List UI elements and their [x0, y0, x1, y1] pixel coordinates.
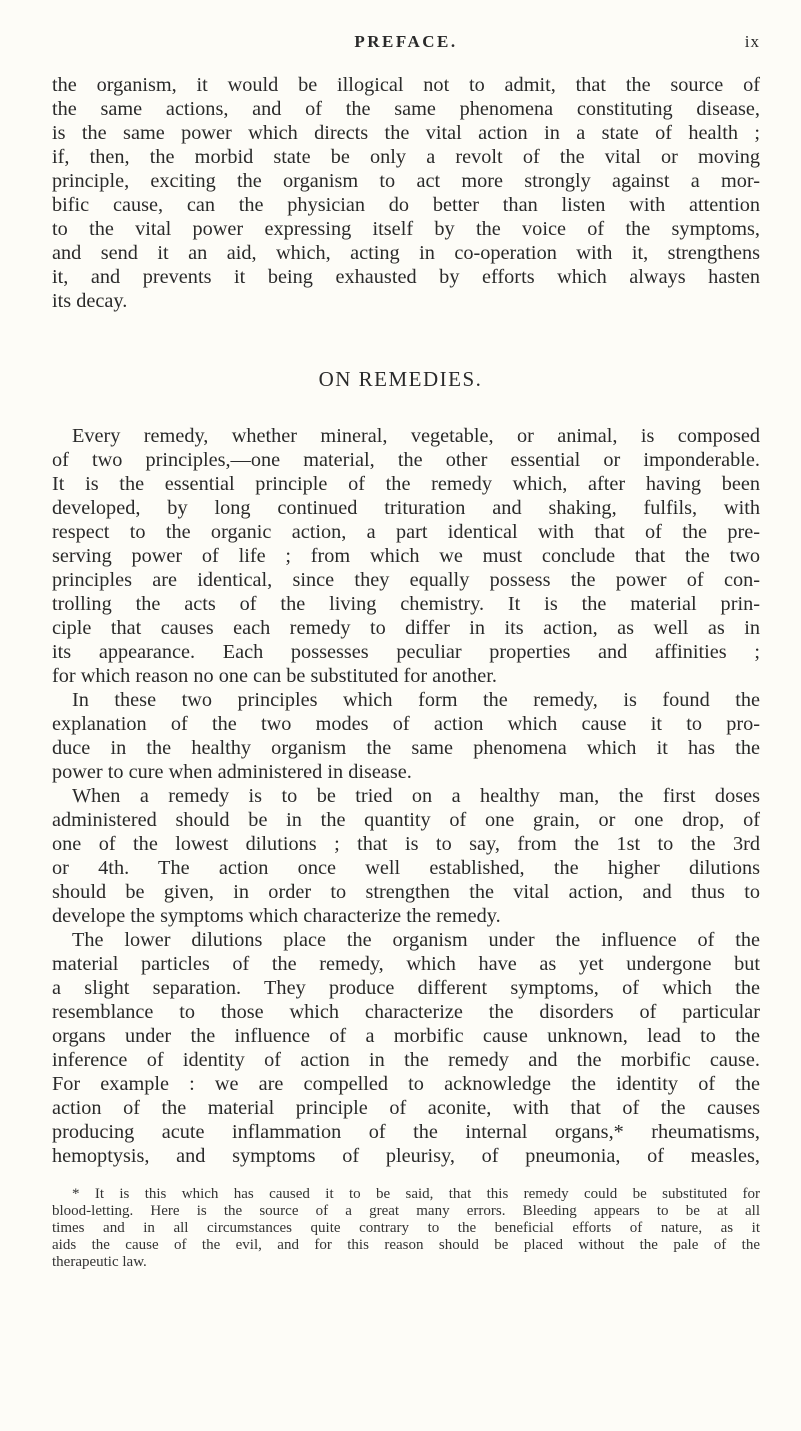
text-line: a slight separation. They produce different symptoms, of which the: [52, 977, 760, 999]
page-number: ix: [744, 32, 760, 51]
text-line: the same actions, and of the same phenomena constituting disease,: [52, 98, 760, 120]
text-line: ciple that causes each remedy to differ in its action, as well as in: [52, 617, 760, 639]
text-line: respect to the organic action, a part identical with that of the pre-: [52, 521, 760, 543]
running-title: PREFACE.: [354, 32, 458, 51]
text-line: is the same power which directs the vital action in a state of health ;: [52, 122, 760, 144]
text-line: Every remedy, whether mineral, vegetable, or animal, is composed: [72, 425, 760, 447]
text-line: material particles of the remedy, which have as yet undergone but: [52, 953, 760, 975]
footnote-line: aids the cause of the evil, and for this reason should be placed without the pale of the: [52, 1237, 760, 1253]
text-line: to the vital power expressing itself by the voice of the symptoms,: [52, 218, 760, 240]
text-line: bific cause, can the physician do better than listen with attention: [52, 194, 760, 216]
text-line: administered should be in the quantity of one grain, or one drop, of: [52, 809, 760, 831]
text-line: serving power of life ; from which we must conclude that the two: [52, 545, 760, 567]
text-line: When a remedy is to be tried on a healthy man, the first doses: [72, 785, 760, 807]
text-line: principles are identical, since they equally possess the power of con-: [52, 569, 760, 591]
text-line: explanation of the two modes of action which cause it to pro-: [52, 713, 760, 735]
text-line: developed, by long continued trituration and shaking, fulfils, with: [52, 497, 760, 519]
text-line: trolling the acts of the living chemistry. It is the material prin-: [52, 593, 760, 615]
text-line: It is the essential principle of the remedy which, after having been: [52, 473, 760, 495]
footnote-line: * It is this which has caused it to be said, that this remedy could be substituted for: [72, 1186, 760, 1202]
text-line: power to cure when administered in disease.: [52, 761, 412, 783]
footnote-line: times and in all circumstances quite contrary to the beneficial efforts of nature, as it: [52, 1220, 760, 1236]
text-line: In these two principles which form the remedy, is found the: [72, 689, 760, 711]
footnote-line: blood-letting. Here is the source of a great many errors. Bleeding appears to be at all: [52, 1203, 760, 1219]
text-line: duce in the healthy organism the same phenomena which it has the: [52, 737, 760, 759]
text-line: of two principles,—one material, the other essential or imponderable.: [52, 449, 760, 471]
text-line: it, and prevents it being exhausted by efforts which always hasten: [52, 266, 760, 288]
section-heading: ON REMEDIES.: [318, 367, 483, 391]
text-line: and send it an aid, which, acting in co-operation with it, strengthens: [52, 242, 760, 264]
text-line: inference of identity of action in the remedy and the morbific cause.: [52, 1049, 760, 1071]
text-line: for which reason no one can be substituted for another.: [52, 665, 497, 687]
text-line: its decay.: [52, 290, 128, 312]
text-line: principle, exciting the organism to act more strongly against a mor-: [52, 170, 760, 192]
text-line: producing acute inflammation of the internal organs,* rheumatisms,: [52, 1121, 760, 1143]
text-line: if, then, the morbid state be only a revolt of the vital or moving: [52, 146, 760, 168]
running-head: [52, 32, 760, 56]
text-line: hemoptysis, and symptoms of pleurisy, of pneumonia, of measles,: [52, 1145, 760, 1167]
text-line: one of the lowest dilutions ; that is to say, from the 1st to the 3rd: [52, 833, 760, 855]
text-line: its appearance. Each possesses peculiar properties and affinities ;: [52, 641, 760, 663]
text-line: The lower dilutions place the organism under the influence of the: [72, 929, 760, 951]
text-line: or 4th. The action once well established, the higher dilutions: [52, 857, 760, 879]
text-line: organs under the influence of a morbific cause unknown, lead to the: [52, 1025, 760, 1047]
footnote-line: therapeutic law.: [52, 1254, 147, 1270]
text-line: For example : we are compelled to acknowledge the identity of the: [52, 1073, 760, 1095]
text-line: develope the symptoms which characterize the remedy.: [52, 905, 501, 927]
text-line: the organism, it would be illogical not to admit, that the source of: [52, 74, 760, 96]
text-line: action of the material principle of aconite, with that of the causes: [52, 1097, 760, 1119]
text-line: should be given, in order to strengthen the vital action, and thus to: [52, 881, 760, 903]
text-line: resemblance to those which characterize the disorders of particular: [52, 1001, 760, 1023]
